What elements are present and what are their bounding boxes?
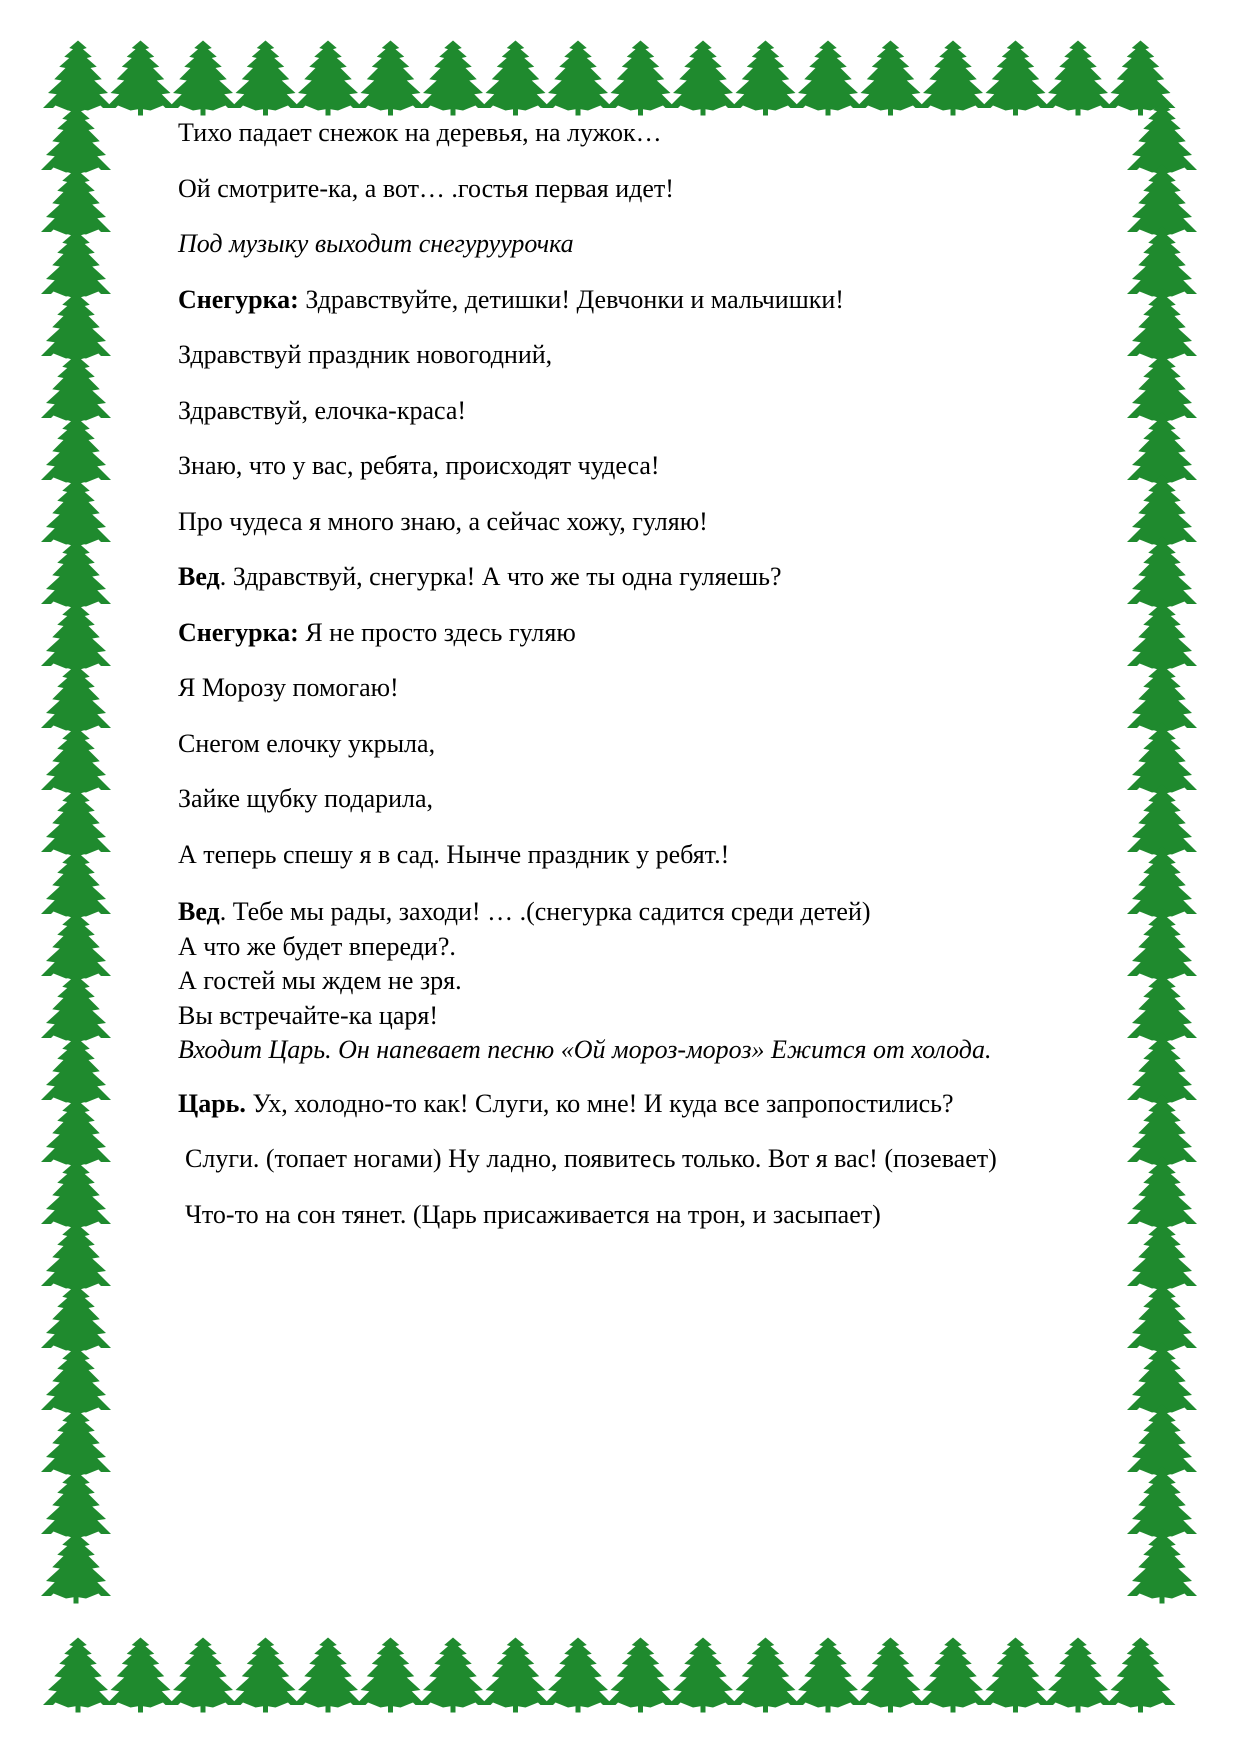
fir-tree-icon bbox=[356, 41, 426, 116]
line-text: Слуги. (топает ногами) Ну ладно, появитесь только. Вот я вас! (позевает) bbox=[185, 1144, 997, 1173]
fir-tree-icon bbox=[1106, 41, 1176, 116]
text-line bbox=[178, 451, 1118, 481]
fir-tree-icon bbox=[981, 41, 1051, 116]
dialogue-line bbox=[178, 1089, 1118, 1119]
fir-tree-icon bbox=[793, 1638, 863, 1713]
fir-tree-icon bbox=[793, 41, 863, 116]
line-text: Здравствуй праздник новогодний, bbox=[178, 340, 553, 369]
text-line bbox=[178, 784, 1118, 814]
fir-tree-icon bbox=[481, 1638, 551, 1713]
fir-tree-icon bbox=[668, 41, 738, 116]
dialogue-line bbox=[178, 895, 1118, 930]
fir-tree-icon bbox=[981, 1638, 1051, 1713]
line-text: А гостей мы ждем не зря. bbox=[178, 966, 462, 995]
text-line bbox=[178, 396, 1118, 426]
fir-tree-icon bbox=[231, 1638, 301, 1713]
fir-tree-icon bbox=[418, 41, 488, 116]
fir-tree-icon bbox=[356, 1638, 426, 1713]
line-text: Я Морозу помогаю! bbox=[178, 673, 399, 702]
stage-direction bbox=[178, 1033, 1118, 1068]
line-text: Ух, холодно-то как! Слуги, ко мне! И куда все запропостились? bbox=[245, 1088, 954, 1118]
fir-tree-icon bbox=[231, 41, 301, 116]
dialogue-line bbox=[178, 618, 1118, 648]
speaker-name: Снегурка bbox=[178, 284, 291, 314]
dialogue-line bbox=[178, 285, 1118, 315]
fir-tree-icon bbox=[606, 1638, 676, 1713]
line-text: А что же будет впереди?. bbox=[178, 931, 456, 961]
fir-tree-icon bbox=[1106, 1638, 1176, 1713]
speaker-name: Царь. bbox=[178, 1088, 246, 1118]
line-text: Здравствуй, снегурка! А что же ты одна гуляешь? bbox=[226, 562, 782, 591]
fir-tree-icon bbox=[168, 41, 238, 116]
line-text: Зайке щубку подарила, bbox=[178, 784, 434, 813]
text-line bbox=[178, 673, 1118, 703]
speaker-separator: . bbox=[219, 897, 227, 926]
speaker-name: Снегурка bbox=[178, 617, 291, 647]
line-text: Здравствуйте, детишки! Девчонки и мальчишки! bbox=[298, 284, 844, 314]
line-text: А теперь спешу я в сад. Нынче праздник у ребят.! bbox=[178, 839, 730, 869]
fir-tree-icon bbox=[1127, 1529, 1197, 1604]
speaker-separator: : bbox=[290, 617, 299, 647]
text-line bbox=[178, 1144, 1118, 1174]
speaker-name: Вед bbox=[178, 897, 220, 926]
text-line bbox=[178, 964, 1118, 999]
speaker-name: Вед bbox=[178, 562, 220, 591]
text-line bbox=[178, 174, 1118, 204]
text-line bbox=[178, 999, 1118, 1034]
fir-tree-icon bbox=[168, 1638, 238, 1713]
text-line bbox=[178, 729, 1118, 759]
fir-tree-icon bbox=[856, 1638, 926, 1713]
stage-direction bbox=[178, 229, 1118, 259]
fir-tree-icon bbox=[918, 41, 988, 116]
line-text: Ой смотрите-ка, а вот… .гостья первая идет! bbox=[178, 173, 674, 203]
line-text: Что-то на сон тянет. (Царь присаживается на трон, и засыпает) bbox=[185, 1199, 881, 1229]
speaker-separator: : bbox=[290, 284, 299, 314]
line-text: Знаю, что у вас, ребята, происходят чудеса! bbox=[178, 451, 660, 480]
line-text: Входит Царь. Он напевает песню «Ой мороз-мороз» Ежится от холода. bbox=[178, 1035, 992, 1064]
text-line bbox=[178, 1200, 1118, 1230]
text-line bbox=[178, 340, 1118, 370]
line-text: Под музыку выходит снегуруурочка bbox=[178, 229, 574, 258]
line-text: Я не просто здесь гуляю bbox=[298, 617, 576, 647]
dialogue-line bbox=[178, 562, 1118, 592]
dialogue-block bbox=[178, 895, 1118, 1068]
fir-tree-icon bbox=[293, 1638, 363, 1713]
line-text: Тихо падает снежок на деревья, на лужок… bbox=[178, 118, 662, 147]
fir-tree-icon bbox=[106, 41, 176, 116]
fir-tree-icon bbox=[293, 41, 363, 116]
text-line bbox=[178, 118, 1118, 148]
speaker-separator: . bbox=[219, 562, 227, 591]
fir-tree-icon bbox=[1043, 41, 1113, 116]
fir-tree-icon bbox=[856, 41, 926, 116]
fir-tree-icon bbox=[481, 41, 551, 116]
fir-tree-icon bbox=[668, 1638, 738, 1713]
fir-tree-icon bbox=[918, 1638, 988, 1713]
fir-tree-icon bbox=[418, 1638, 488, 1713]
fir-tree-icon bbox=[731, 41, 801, 116]
fir-tree-icon bbox=[731, 1638, 801, 1713]
document-body bbox=[178, 118, 1118, 1255]
text-line bbox=[178, 507, 1118, 537]
fir-tree-icon bbox=[606, 41, 676, 116]
fir-tree-icon bbox=[543, 41, 613, 116]
text-line bbox=[178, 840, 1118, 870]
line-text: Вы встречайте-ка царя! bbox=[178, 1000, 438, 1030]
fir-tree-icon bbox=[106, 1638, 176, 1713]
fir-tree-icon bbox=[543, 1638, 613, 1713]
line-text: Про чудеса я много знаю, а сейчас хожу, гуляю! bbox=[178, 506, 708, 536]
fir-tree-icon bbox=[41, 1529, 111, 1604]
line-text: Тебе мы рады, заходи! … .(снегурка садится среди детей) bbox=[226, 897, 871, 926]
fir-tree-icon bbox=[1043, 1638, 1113, 1713]
line-text: Здравствуй, елочка-краса! bbox=[178, 395, 467, 425]
line-text: Снегом елочку укрыла, bbox=[178, 728, 436, 758]
text-line bbox=[178, 930, 1118, 965]
fir-tree-icon bbox=[43, 1638, 113, 1713]
